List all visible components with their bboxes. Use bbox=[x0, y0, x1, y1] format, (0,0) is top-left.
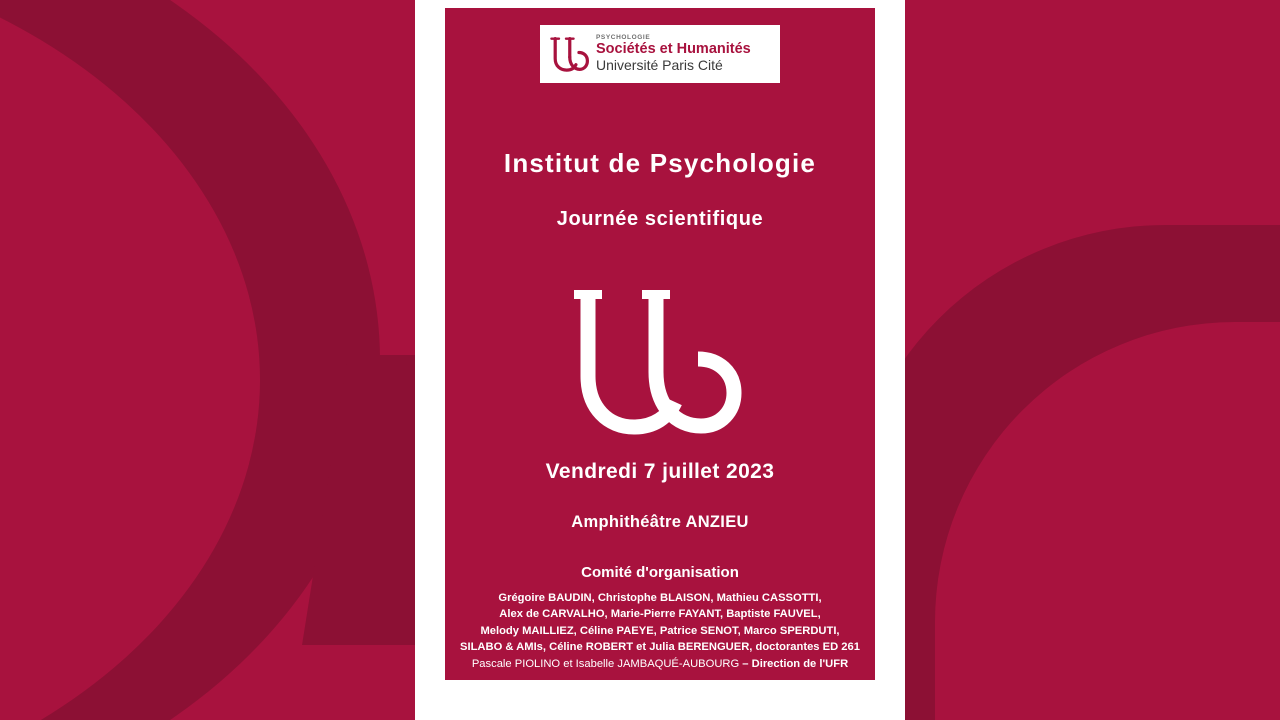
direction-line bbox=[445, 658, 875, 670]
logo-line-universite-paris-cite: Université Paris Cité bbox=[596, 56, 723, 73]
committee-heading: Comité d'organisation bbox=[581, 564, 739, 581]
committee-list bbox=[457, 590, 863, 656]
universite-paris-cite-emblem-icon bbox=[560, 280, 760, 445]
universite-paris-cite-monogram-icon bbox=[546, 31, 592, 77]
poster-subtitle: Journée scientifique bbox=[556, 208, 764, 230]
direction-names: Pascale PIOLINO et Isabelle JAMBAQUÉ-AUBOURG bbox=[471, 658, 740, 670]
institution-logo bbox=[540, 25, 780, 83]
event-date: Vendredi 7 juillet 2023 bbox=[545, 460, 775, 483]
direction-role: – Direction de l'UFR bbox=[742, 658, 849, 670]
committee-row: Melody MAILLIEZ, Céline PAEYE, Patrice SENOT, Marco SPERDUTI, bbox=[480, 624, 840, 637]
committee-row: Alex de CARVALHO, Marie-Pierre FAYANT, Baptiste FAUVEL, bbox=[499, 608, 821, 621]
logo-line-societes-humanites: Sociétés et Humanités bbox=[596, 41, 751, 58]
event-venue: Amphithéâtre ANZIEU bbox=[571, 513, 749, 531]
logo-line-psychologie: PSYCHOLOGIE bbox=[596, 34, 651, 42]
institution-logo-text bbox=[592, 35, 751, 72]
poster bbox=[445, 8, 875, 680]
committee-row: Grégoire BAUDIN, Christophe BLAISON, Mathieu CASSOTTI, bbox=[498, 592, 822, 604]
committee-row: SILABO & AMIs, Céline ROBERT et Julia BERENGUER, doctorantes ED 261 bbox=[460, 641, 860, 654]
poster-title: Institut de Psychologie bbox=[503, 148, 817, 178]
